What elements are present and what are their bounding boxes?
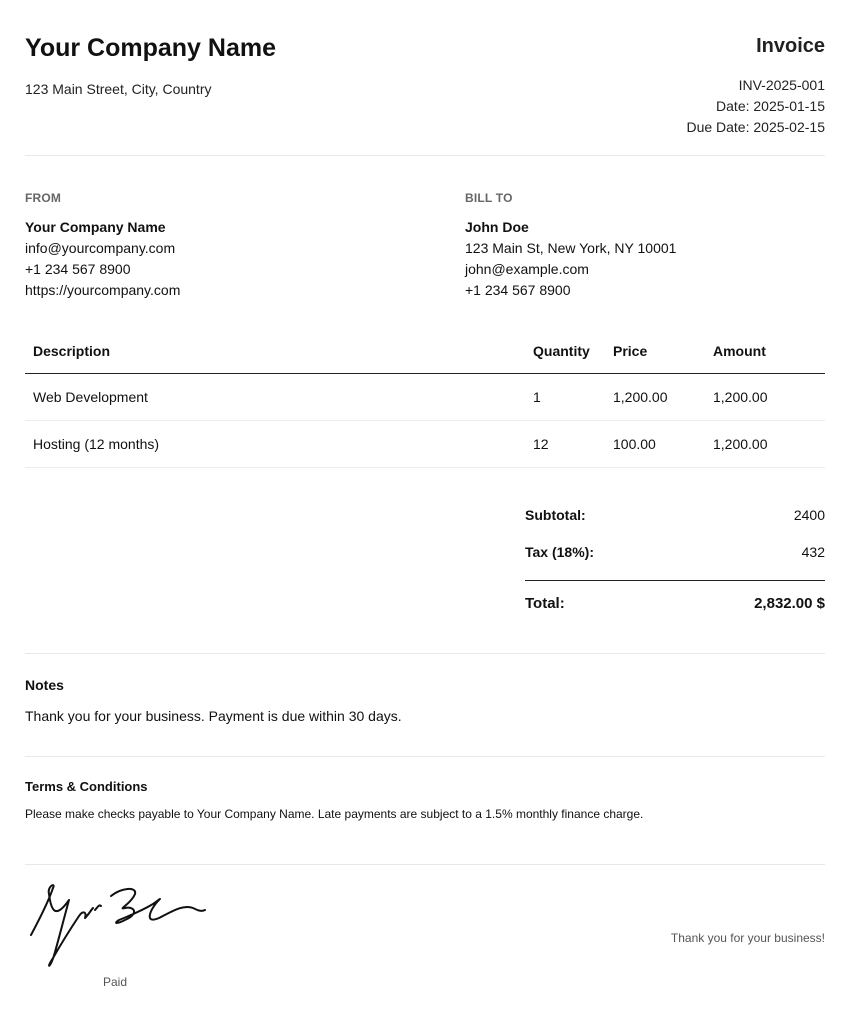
terms-text: Please make checks payable to Your Company Name. Late payments are subject to a 1.5% monthly finance charge. [25,807,644,821]
from-name: Your Company Name [25,219,166,235]
notes-text: Thank you for your business. Payment is due within 30 days. [25,708,402,724]
subtotal-row [525,497,825,534]
from-email: info@yourcompany.com [25,240,176,256]
subtotal-value: 2400 [793,507,825,523]
items-table [25,330,825,468]
signature-caption: Paid [103,975,128,989]
bill-to-email: john@example.com [465,261,589,277]
bill-to-label: BILL TO [465,191,513,205]
invoice-due-date: Due Date: 2025-02-15 [686,119,825,135]
item-description: Web Development [33,389,148,405]
bill-to-phone: +1 234 567 8900 [465,282,571,298]
bill-to-section [465,188,676,301]
column-header-price: Price [613,343,648,359]
invoice-page [25,0,825,1022]
column-header-quantity: Quantity [533,343,590,359]
notes-heading: Notes [25,677,64,693]
thank-you-text: Thank you for your business! [670,931,825,945]
total-value: 2,832.00 $ [754,595,825,612]
column-header-amount: Amount [713,343,766,359]
terms-divider [25,756,825,757]
from-label: FROM [25,191,62,205]
column-header-description: Description [33,343,111,359]
company-name-title: Your Company Name [25,34,276,62]
notes-divider [25,653,825,654]
item-amount: 1,200.00 [713,436,768,452]
item-quantity: 1 [533,389,541,405]
tax-label: Tax (18%): [525,544,594,560]
item-amount: 1,200.00 [713,389,768,405]
item-price: 1,200.00 [613,389,668,405]
bill-to-name: John Doe [465,219,529,235]
invoice-number: INV-2025-001 [738,77,825,93]
bill-to-address: 123 Main St, New York, NY 10001 [465,240,677,256]
invoice-meta [686,75,825,138]
from-website: https://yourcompany.com [25,282,181,298]
total-label: Total: [525,595,565,612]
subtotal-label: Subtotal: [525,507,586,523]
from-phone: +1 234 567 8900 [25,261,131,277]
from-section [25,188,180,301]
table-row [25,421,825,468]
header-divider [25,155,825,156]
items-header-row [25,330,825,374]
table-row [25,374,825,421]
terms-heading: Terms & Conditions [25,779,148,794]
footer-divider [25,864,825,865]
signature-image [25,880,207,970]
item-price: 100.00 [613,436,656,452]
company-address: 123 Main Street, City, Country [25,81,212,97]
tax-value: 432 [801,544,825,560]
totals-section [525,497,825,625]
total-row [525,581,825,625]
invoice-title: Invoice [756,35,825,57]
item-description: Hosting (12 months) [33,436,160,452]
invoice-date: Date: 2025-01-15 [716,98,825,114]
tax-row [525,534,825,571]
item-quantity: 12 [533,436,549,452]
